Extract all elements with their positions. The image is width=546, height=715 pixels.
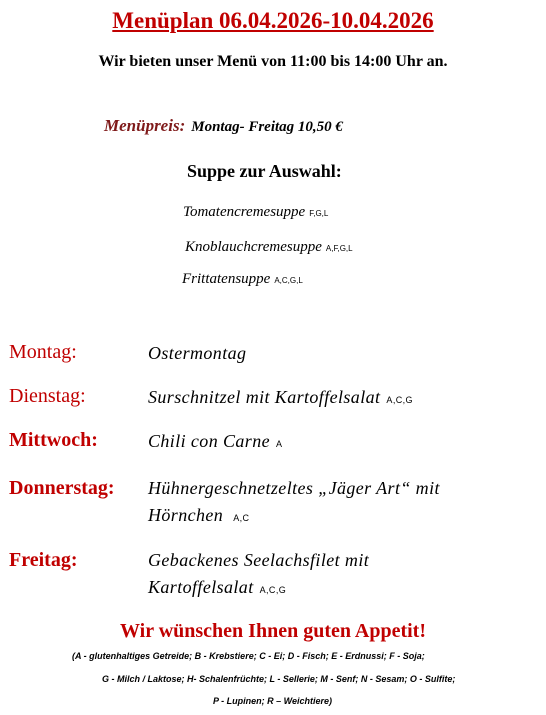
dish-allergens: A,C: [233, 513, 250, 523]
dish-friday-line1: Gebackenes Seelachsfilet mit: [148, 550, 370, 570]
soup-allergens: A,C,G,L: [274, 276, 303, 285]
soup-item: [185, 239, 353, 256]
dish-name: Kartoffelsalat: [148, 577, 254, 597]
closing-message: Wir wünschen Ihnen guten Appetit!: [120, 620, 426, 642]
day-label-thursday: Donnerstag:: [9, 477, 115, 499]
dish-name: Surschnitzel mit Kartoffelsalat: [148, 387, 381, 407]
soup-allergens: F,G,L: [309, 209, 329, 218]
dish-allergens: A,C,G: [386, 395, 413, 405]
day-label-friday: Freitag:: [9, 549, 78, 571]
soup-name: Frittatensuppe: [182, 271, 271, 287]
dish-allergens: A,C,G: [259, 585, 287, 595]
soup-item: [182, 271, 303, 288]
day-colon: :: [80, 385, 86, 407]
allergen-legend-line: (A - glutenhaltiges Getreide; B - Krebstiere; C - Ei; D - Fisch; E - Erdnussi; F - Soja;: [72, 651, 425, 661]
menu-title: Menüplan 06.04.2026-10.04.2026: [112, 8, 434, 33]
price-value: Montag- Freitag 10,50 €: [191, 119, 343, 135]
menu-price: [104, 116, 343, 136]
dish-thursday-line1: Hühnergeschnetzeltes „Jäger Art“ mit: [148, 478, 440, 498]
day-colon: :: [71, 341, 77, 363]
allergen-legend-line: P - Lupinen; R – Weichtiere): [213, 696, 333, 706]
dish-wednesday: [148, 431, 282, 452]
dish-tuesday: [148, 387, 413, 408]
day-name: Montag: [9, 341, 72, 363]
day-name: Dienstag: [9, 385, 81, 407]
soup-name: Tomatencremesuppe: [183, 204, 306, 220]
day-label-monday: [9, 341, 77, 364]
soup-name: Knoblauchcremesuppe: [185, 239, 322, 255]
dish-name: Chili con Carne: [148, 431, 270, 451]
dish-name: Hörnchen: [148, 505, 224, 525]
day-label-tuesday: [9, 385, 86, 408]
opening-hours-text: Wir bieten unser Menü von 11:00 bis 14:00 Uhr an.: [98, 53, 448, 70]
dish-friday-line2: [148, 577, 286, 598]
price-label: Menüpreis:: [104, 116, 186, 135]
soup-heading: Suppe zur Auswahl:: [187, 161, 342, 181]
allergen-legend-line: G - Milch / Laktose; H- Schalenfrüchte; L - Sellerie; M - Senf; N - Sesam; O - Sulfite;: [102, 674, 456, 684]
dish-allergens: A: [276, 439, 283, 449]
dish-monday: [148, 343, 246, 364]
day-label-wednesday: Mittwoch:: [9, 429, 98, 451]
soup-item: [183, 204, 328, 221]
dish-thursday-line2: [148, 505, 249, 526]
dish-name: Ostermontag: [148, 343, 247, 363]
soup-allergens: A,F,G,L: [325, 244, 353, 253]
